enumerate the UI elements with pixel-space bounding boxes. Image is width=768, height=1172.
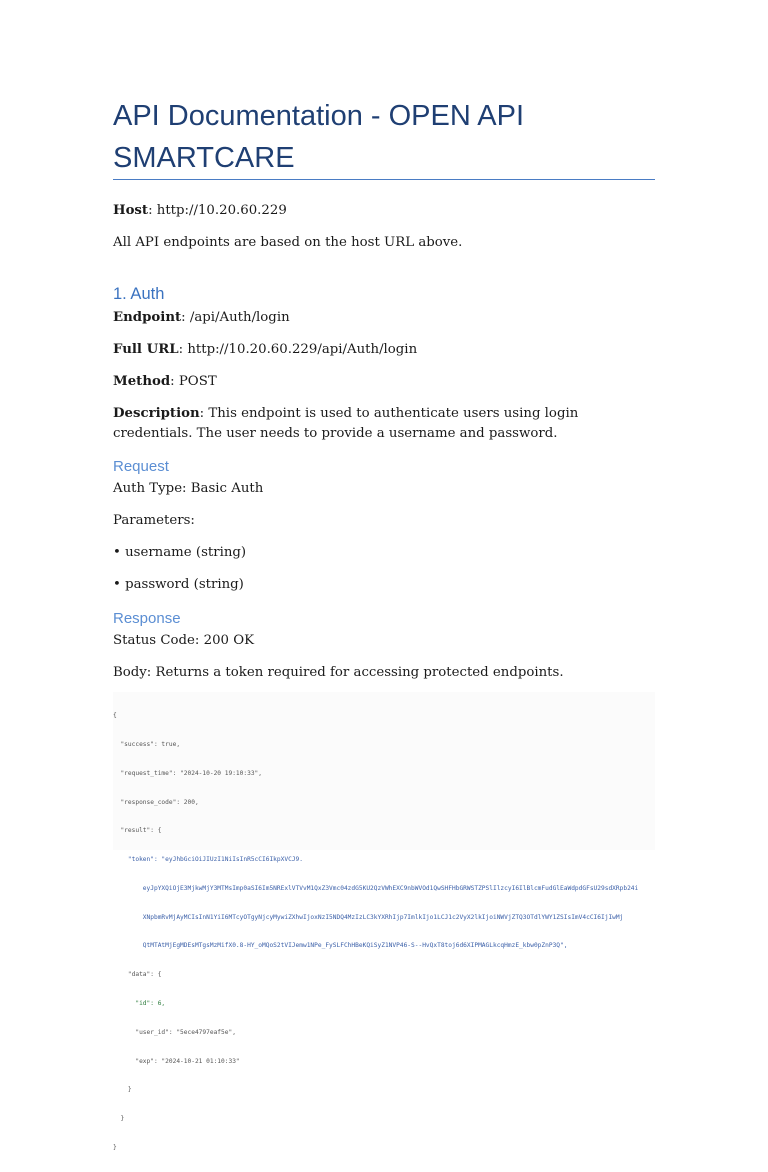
code-line: }: [113, 1115, 125, 1123]
status-code-text: Status Code: 200 OK: [113, 633, 255, 648]
full-url-value: : http://10.20.60.229/api/Auth/login: [178, 342, 418, 357]
host-label: Host: [113, 203, 149, 218]
code-line: }: [113, 1143, 117, 1151]
code-line: }: [113, 1086, 132, 1094]
method-label: Method: [113, 374, 171, 389]
intro-text: All API endpoints are based on the host URL above.: [113, 235, 463, 250]
host-value: : http://10.20.60.229: [148, 203, 287, 218]
method-value: : POST: [170, 374, 217, 389]
code-line: XNpbmRvMjAyMCIsInN1YiI6MTcyOTgyNjcyMywiZXhwIjoxNzI5NDQ4MzIzLC3kYXRhIjp7ImlkIjo1LCJ1c2VyX2lkIjoiNWVjZTQ3OTdlYWY1ZSIsImV4cCI6IjIwMj: [113, 913, 624, 921]
subheading-request: Request: [113, 458, 169, 475]
endpoint-line: [113, 308, 655, 328]
code-line: {: [113, 712, 117, 720]
description-paragraph: [113, 404, 655, 444]
page-title: API Documentation - OPEN API SMARTCARE: [113, 100, 525, 174]
host-line: [113, 201, 655, 221]
code-line: "token": "eyJhbGciOiJIUzI1NiIsInR5cCI6IkpXVCJ9.: [113, 856, 303, 864]
param-item: • username (string): [113, 545, 247, 560]
code-line: "success": true,: [113, 740, 181, 748]
code-line: QtMTAtMjEgMDEsMTgsMzMifX0.8-HY_oMQoS2tVIJemw1NPe_FySLFChHBeKQiSyZ1NVP46-S--HvQxT8toj6d6XIPMAGLkcqHmzE_kbw0pZnP3Q",: [113, 942, 568, 950]
code-line: "exp": "2024-10-21 01:10:33": [113, 1057, 240, 1065]
code-sample-image: [113, 692, 655, 1151]
section-heading-auth: 1. Auth: [113, 285, 165, 303]
title-divider: [113, 179, 655, 180]
code-line: "result": {: [113, 827, 162, 835]
endpoint-value: : /api/Auth/login: [181, 310, 290, 325]
code-line: "request_time": "2024-10-20 19:10:33",: [113, 769, 263, 777]
full-url-label: Full URL: [113, 342, 179, 357]
description-value: : This endpoint is used to authenticate users using login credentials. The user needs to provide a username and password.: [113, 406, 579, 441]
endpoint-label: Endpoint: [113, 310, 182, 325]
auth-type-text: Auth Type: Basic Auth: [113, 481, 264, 496]
full-url-line: [113, 340, 655, 360]
response-body-text: Body: Returns a token required for accessing protected endpoints.: [113, 665, 564, 680]
parameters-label: Parameters:: [113, 513, 195, 528]
code-line: "data": {: [113, 971, 162, 979]
method-line: [113, 372, 655, 392]
code-line: "id": 6,: [113, 1000, 166, 1007]
code-line: "user_id": "5ece4797eaf5e",: [113, 1028, 236, 1036]
code-line: "response_code": 200,: [113, 798, 199, 806]
subheading-response: Response: [113, 610, 181, 627]
description-label: Description: [113, 406, 200, 421]
code-line: eyJpYXQiOjE3MjkwMjY3MTMsImp0aSI6Im5NRExlVTVvM1QxZ3Vmc04zdG5KU2QzVWhEXC9nbWVOd1QwSHFHbGRWSTZPSlIlzcyI6IlBlcmFudGlEaWdpdGFsU29sdXRpb24i: [113, 884, 639, 892]
param-item: • password (string): [113, 577, 244, 592]
